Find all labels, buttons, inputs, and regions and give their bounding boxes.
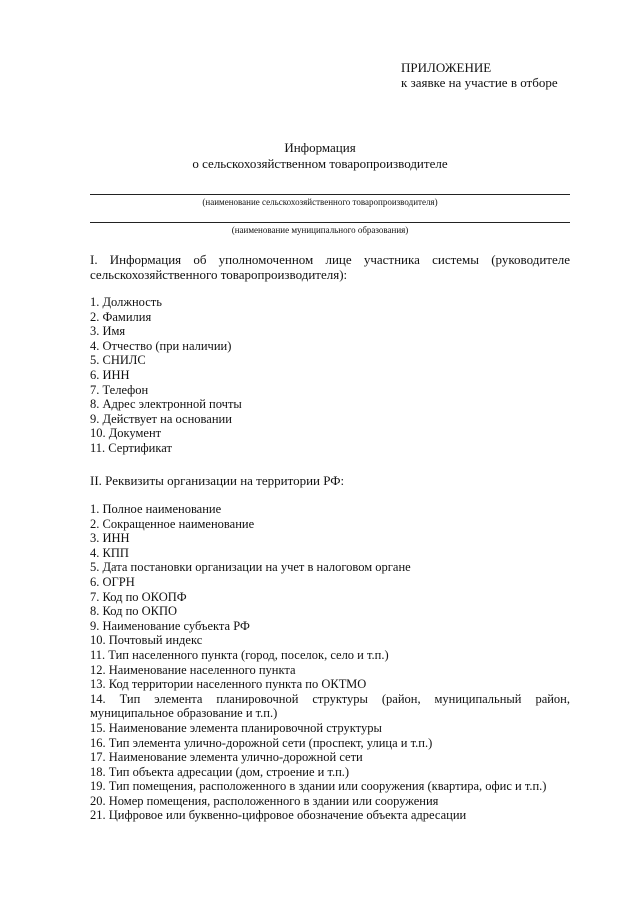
- list-item: 3. ИНН: [90, 531, 130, 546]
- list-item: 5. СНИЛС: [90, 353, 146, 368]
- list-item: 10. Почтовый индекс: [90, 633, 203, 648]
- appendix-subtitle: к заявке на участие в отборе: [401, 75, 558, 90]
- list-item: 4. КПП: [90, 545, 129, 560]
- appendix-title: ПРИЛОЖЕНИЕ: [401, 60, 492, 75]
- municipality-name-line: [90, 222, 570, 223]
- list-item: 21. Цифровое или буквенно-цифровое обозначение объекта адресации: [90, 808, 467, 823]
- list-item: 13. Код территории населенного пункта по ОКТМО: [90, 677, 367, 692]
- appendix-block: [401, 60, 558, 90]
- list-item: 5. Дата постановки организации на учет в налоговом органе: [90, 560, 411, 575]
- list-item: 12. Наименование населенного пункта: [90, 662, 296, 677]
- list-item: 18. Тип объекта адресации (дом, строение и т.п.): [90, 764, 350, 779]
- list-item: 2. Фамилия: [90, 309, 152, 324]
- section-1-list: [90, 295, 570, 456]
- producer-name-line: [90, 194, 570, 195]
- list-item: 6. ОГРН: [90, 574, 135, 589]
- list-item: 9. Действует на основании: [90, 411, 232, 426]
- list-item: 1. Должность: [90, 295, 162, 309]
- list-item: 17. Наименование элемента улично-дорожной сети: [90, 750, 363, 765]
- list-item: 7. Телефон: [90, 382, 149, 397]
- municipality-name-caption: (наименование муниципального образования): [231, 225, 409, 235]
- list-item: 1. Полное наименование: [90, 502, 222, 516]
- list-item: 19. Тип помещения, расположенного в здании или сооружения (квартира, офис и т.п.): [90, 779, 547, 794]
- list-item: 8. Код по ОКПО: [90, 604, 178, 619]
- list-item: 7. Код по ОКОПФ: [90, 589, 187, 604]
- list-item: 15. Наименование элемента планировочной структуры: [90, 720, 382, 735]
- list-item: 4. Отчество (при наличии): [90, 338, 232, 353]
- list-item: 16. Тип элемента улично-дорожной сети (проспект, улица и т.п.): [90, 735, 433, 750]
- section-2-list: [90, 502, 570, 823]
- title-line-2: о сельскохозяйственном товаропроизводителе: [192, 156, 448, 171]
- list-item: 20. Номер помещения, расположенного в здании или сооружения: [90, 793, 439, 808]
- section-2-heading: II. Реквизиты организации на территории РФ:: [90, 473, 345, 488]
- list-item: 2. Сокращенное наименование: [90, 516, 255, 531]
- section-1-heading: I. Информация об уполномоченном лице участника системы (руководителе сельскохозяйственного товаропроизводителя):: [90, 252, 570, 282]
- title-line-1: Информация: [284, 140, 356, 155]
- list-item: 11. Сертификат: [90, 440, 172, 455]
- list-item: 11. Тип населенного пункта (город, поселок, село и т.п.): [90, 647, 389, 662]
- list-item: 6. ИНН: [90, 367, 130, 382]
- list-item: 8. Адрес электронной почты: [90, 397, 242, 412]
- document-title: [0, 140, 640, 172]
- list-item: 10. Документ: [90, 426, 162, 441]
- list-item: 9. Наименование субъекта РФ: [90, 618, 250, 633]
- list-item: 14. Тип элемента планировочной структуры (район, муниципальный район, муниципальное образование и т.п.): [90, 691, 570, 721]
- producer-name-caption: (наименование сельскохозяйственного товаропроизводителя): [202, 197, 438, 207]
- list-item: 3. Имя: [90, 324, 126, 339]
